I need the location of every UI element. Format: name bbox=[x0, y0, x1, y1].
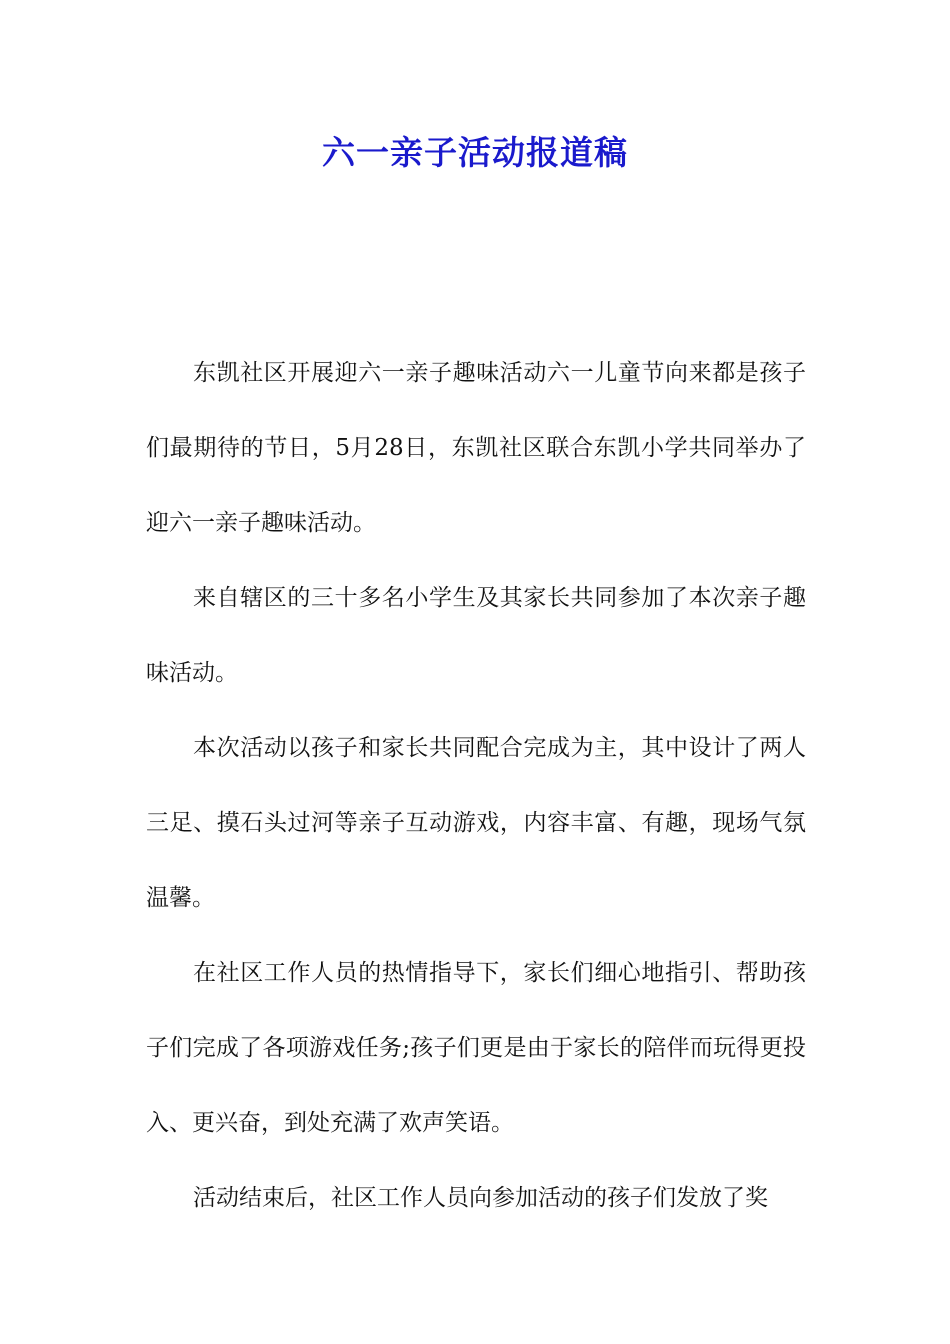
paragraph: 本次活动以孩子和家长共同配合完成为主，其中设计了两人三足、摸石头过河等亲子互动游戏，内容丰富、有趣，现场气氛温馨。 bbox=[146, 735, 806, 911]
document-body bbox=[146, 336, 806, 1236]
paragraph: 在社区工作人员的热情指导下，家长们细心地指引、帮助孩子们完成了各项游戏任务;孩子们更是由于家长的陪伴而玩得更投入、更兴奋，到处充满了欢声笑语。 bbox=[146, 960, 806, 1136]
paragraph: 来自辖区的三十多名小学生及其家长共同参加了本次亲子趣味活动。 bbox=[146, 585, 806, 686]
document-title: 六一亲子活动报道稿 bbox=[322, 133, 628, 172]
paragraph: 东凯社区开展迎六一亲子趣味活动六一儿童节向来都是孩子们最期待的节日，5月28日，东凯社区联合东凯小学共同举办了迎六一亲子趣味活动。 bbox=[146, 360, 806, 536]
paragraph: 活动结束后，社区工作人员向参加活动的孩子们发放了奖 bbox=[193, 1185, 768, 1211]
